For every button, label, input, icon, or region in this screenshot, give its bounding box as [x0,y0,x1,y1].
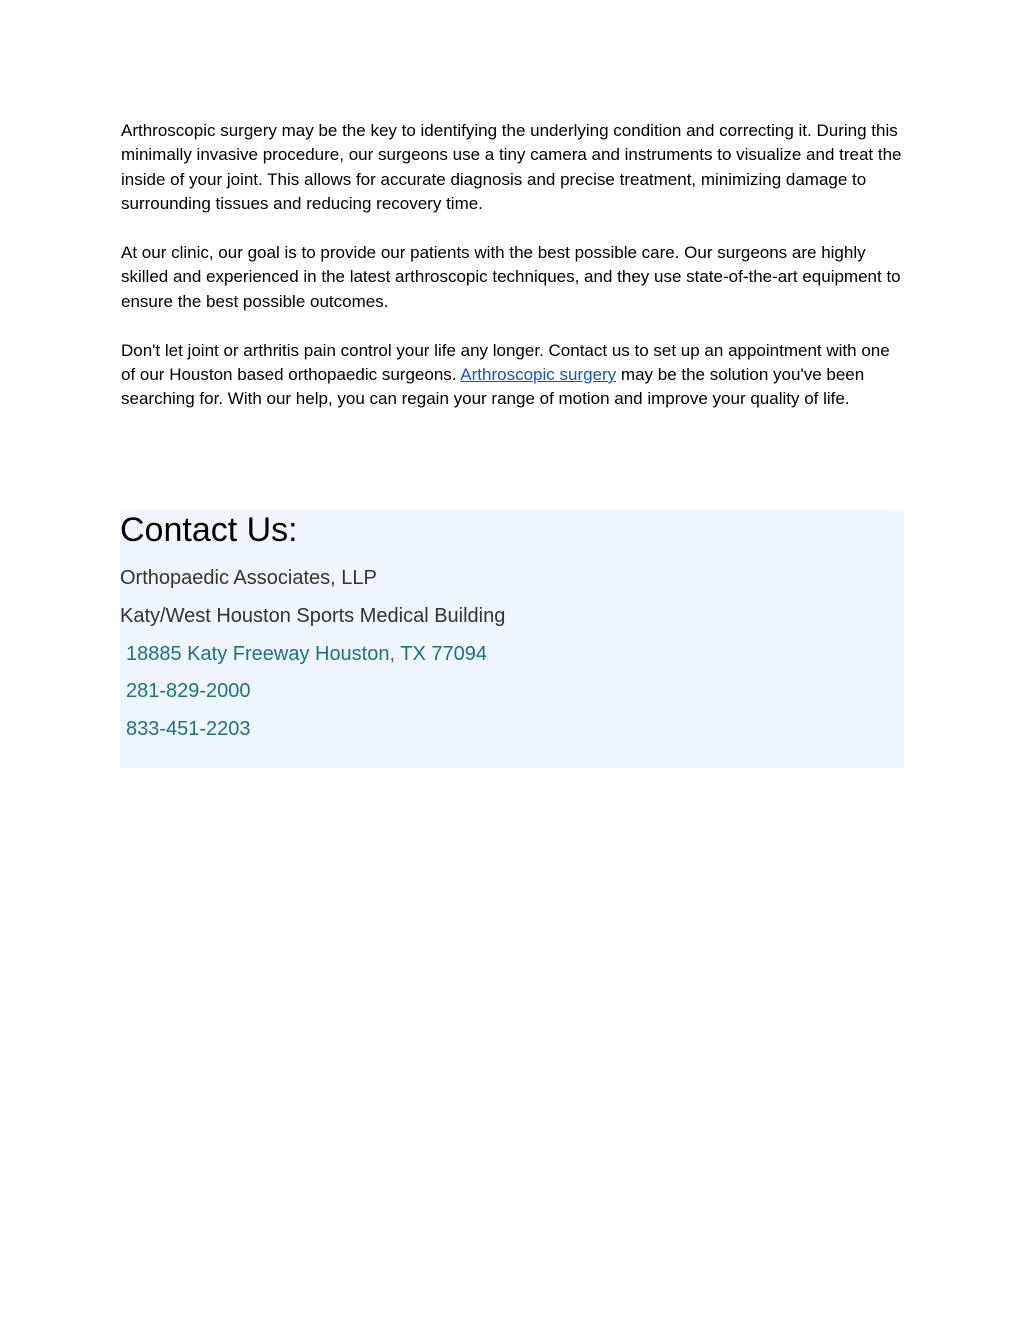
address-link[interactable]: 18885 Katy Freeway Houston, TX 77094 [126,643,487,665]
paragraph-3-text-before: Don't let joint or arthritis pain control your life any longer. Contact us to set up an appointment with one of our Houston based orthopaedic surgeons. [121,340,890,385]
arthroscopic-surgery-link[interactable]: Arthroscopic surgery [460,365,617,385]
company-name: Orthopaedic Associates, LLP [120,567,377,589]
paragraph-3-text-after: may be the solution you've been searching for. With our help, you can regain your range of motion and improve your quality of life. [121,365,865,409]
contact-title: Contact Us: [120,511,298,549]
phone-link-primary[interactable]: 281-829-2000 [126,680,251,702]
document-body [121,119,905,412]
paragraph-clinic-goal: At our clinic, our goal is to provide our patients with the best possible care. Our surgeons are highly skilled and experienced in the latest arthroscopic techniques, and they use state-of-the-art equipment to ensure the best possible outcomes. [121,243,901,311]
building-name: Katy/West Houston Sports Medical Building [120,605,506,627]
contact-section [120,510,904,768]
paragraph-arthroscopic-intro: Arthroscopic surgery may be the key to identifying the underlying condition and correcting it. During this minimally invasive procedure, our surgeons use a tiny camera and instruments to visualize and treat the inside of your joint. This allows for accurate diagnosis and precise treatment, minimizing damage to surrounding tissues and reducing recovery time. [121,121,902,214]
paragraph-contact-call [121,339,905,412]
phone-link-secondary[interactable]: 833-451-2203 [126,718,251,740]
